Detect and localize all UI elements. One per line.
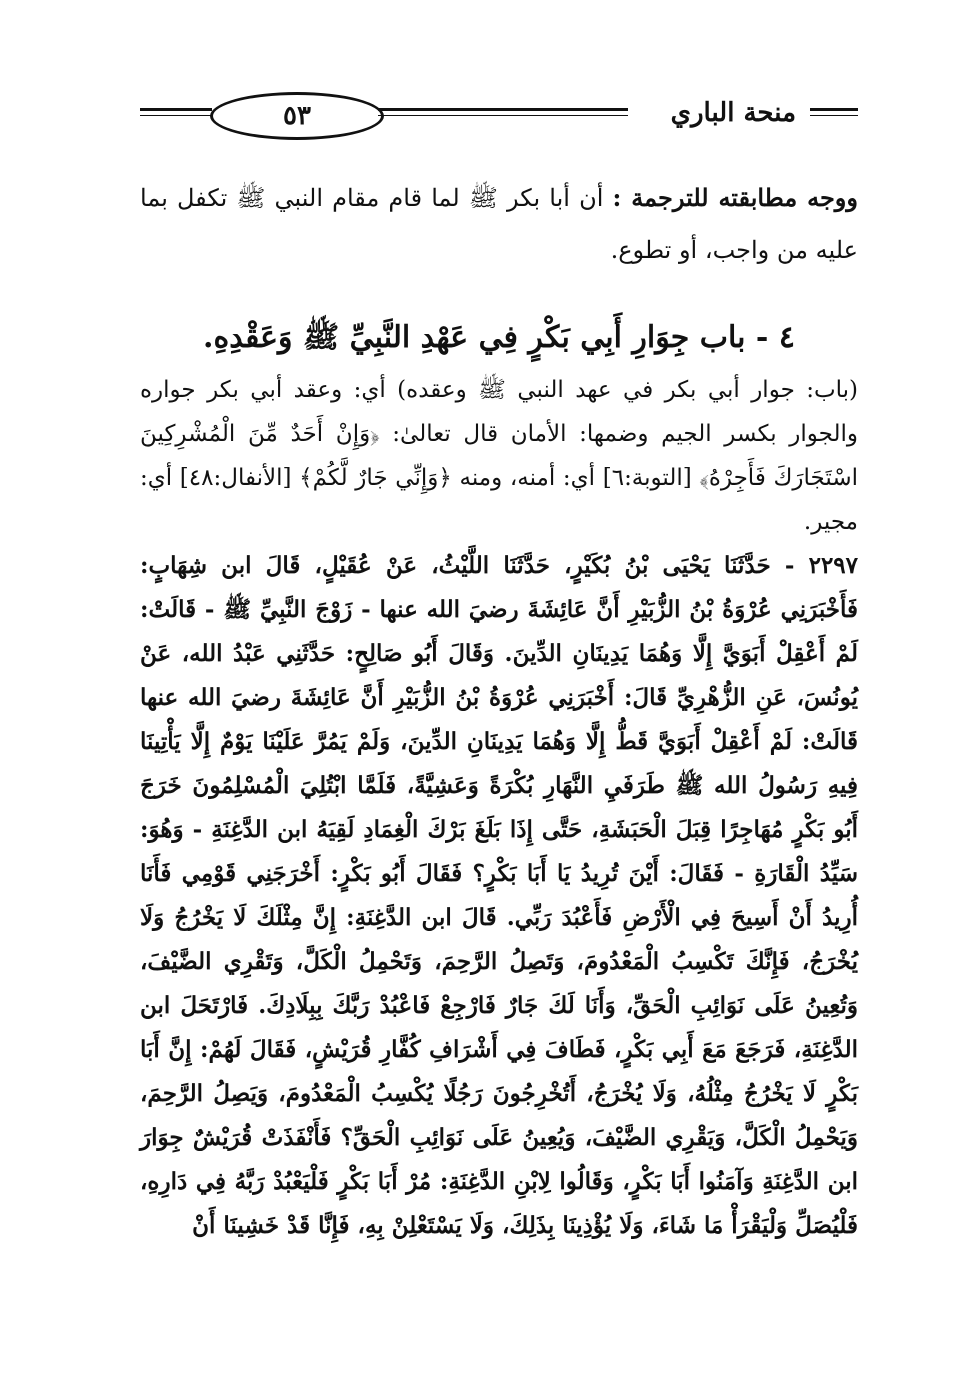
intro-paragraph xyxy=(140,172,858,276)
page-header xyxy=(140,88,858,148)
hadith-paragraph xyxy=(140,544,858,1248)
hadith-text: - حَدَّثَنَا يَحْيَى بْنُ بُكَيْرٍ، حَدَّثَنَا اللَّيْثُ، عَنْ عُقَيْلٍ، قَالَ ابن شِهَابٍ: فَأَخْبَرَنِي عُرْوَةُ بْنُ الزُّبَيْرِ أَنَّ عَائِشَةَ رضيَ الله عنها - زَوْجَ النَّبِيِّ ﷺ - قَالَتْ: لَمْ أَعْقِلْ أَبَوَيَّ إِلَّا وَهُمَا يَدِينَانِ الدِّينَ. وَقَالَ أَبُو صَالِحٍ: حَدَّثَنِي عَبْدُ الله، عَنْ يُونُسَ، عَنِ الزُّهْرِيِّ قَالَ: أَخْبَرَنِي عُرْوَةُ بْنُ الزُّبَيْرِ أَنَّ عَائِشَةَ رضيَ الله عنها قَالَتْ: لَمْ أَعْقِلْ أَبَوَيَّ قَطُّ إِلَّا وَهُمَا يَدِينَانِ الدِّينَ، وَلَمْ يَمُرَّ عَلَيْنَا يَوْمٌ إِلَّا يَأْتِينَا فِيهِ رَسُولُ الله ﷺ طَرَفَيِ النَّهَارِ بُكْرَةً وَعَشِيَّةً، فَلَمَّا ابْتُلِيَ الْمُسْلِمُونَ خَرَجَ أَبُو بَكْرٍ مُهَاجِرًا قِبَلَ الْحَبَشَةِ، حَتَّى إِذَا بَلَغَ بَرْكَ الْغِمَادِ لَقِيَهُ ابن الدَّغِنَةِ - وَهُوَ: سَيِّدُ الْقَارَةِ - فَقَالَ: أَيْنَ تُرِيدُ يَا أَبَا بَكْرٍ؟ فَقَالَ أَبُو بَكْرٍ: أَخْرَجَنِي قَوْمِي فَأَنَا أُرِيدُ أَنْ أَسِيحَ فِي الْأَرْضِ فَأَعْبُدَ رَبِّي. قَالَ ابن الدَّغِنَةِ: إِنَّ مِثْلَكَ لَا يَخْرُجُ وَلَا يُخْرَجُ، فَإِنَّكَ تَكْسِبُ الْمَعْدُومَ، وَتَصِلُ الرَّحِمَ، وَتَحْمِلُ الْكَلَّ، وَتَقْرِي الضَّيْفَ، وَتُعِينُ عَلَى نَوَائِبِ الْحَقِّ، وَأَنَا لَكَ جَارٌ فَارْجِعْ فَاعْبُدْ رَبَّكَ بِبِلَادِكَ. فَارْتَحَلَ ابن الدَّغِنَةِ، فَرَجَعَ مَعَ أَبِي بَكْرٍ، فَطَافَ فِي أَشْرَافِ كُفَّارِ قُرَيْشٍ، فَقَالَ لَهُمْ: إِنَّ أَبَا بَكْرٍ لَا يَخْرُجُ مِثْلُهُ، وَلَا يُخْرَجُ، أَتُخْرِجُونَ رَجُلًا يُكْسِبُ الْمَعْدُومَ، وَيَصِلُ الرَّحِمَ، وَيَحْمِلُ الْكَلَّ، وَيَقْرِي الضَّيْفَ، وَيُعِينُ عَلَى نَوَائِبِ الْحَقِّ؟ فَأَنْفَذَتْ قُرَيْشٌ جِوَارَ ابن الدَّغِنَةِ وَآمَنُوا أَبَا بَكْرٍ، وَقَالُوا لِابْنِ الدَّغِنَةِ: مُرْ أَبَا بَكْرٍ فَلْيَعْبُدْ رَبَّهُ فِي دَارِهِ، فَلْيُصَلِّ وَلْيَقْرَأْ مَا شَاءَ، وَلَا يُؤْذِينَا بِذَلِكَ، وَلَا يَسْتَعْلِنْ بِهِ، فَإِنَّا قَدْ خَشِينَا أَنْ xyxy=(140,552,858,1239)
page-body xyxy=(140,172,858,1248)
intro-label: ووجه مطابقته للترجمة : xyxy=(612,183,858,212)
header-rule-left xyxy=(140,108,212,111)
intro-text: أن أبا بكر ﷺ لما قام مقام النبي ﷺ تكفل بما عليه من واجب، أو تطوع. xyxy=(140,184,858,264)
header-rule-right xyxy=(810,108,858,111)
header-rule-left-thin xyxy=(140,115,212,116)
commentary-paragraph: (باب: جوار أبي بكر في عهد النبي ﷺ وعقده) أي: وعقد أبي بكر جواره والجوار بكسر الجيم وضمها: الأمان قال تعالىٰ: ﴿وَإِنْ أَحَدٌ مِّنَ الْمُشْرِكِينَ اسْتَجَارَكَ فَأَجِرْهُ﴾ [التوبة:٦] أي: أمنه، ومنه ﴿وَإِنِّي جَارٌ لَّكُمْ﴾ [الأنفال:٤٨] أي: مجير. xyxy=(140,377,858,535)
hadith-number: ٢٢٩٧ xyxy=(808,552,859,579)
running-title: منحة الباري xyxy=(670,98,796,128)
header-rule-middle-thin xyxy=(378,115,628,116)
header-rule-middle xyxy=(378,108,628,111)
header-rule-right-thin xyxy=(810,115,858,116)
page-number xyxy=(210,92,384,140)
chapter-title: ٤ - باب جِوَارِ أَبِي بَكْرٍ فِي عَهْدِ النَّبِيِّ ﷺ وَعَقْدِهِ. xyxy=(203,320,795,355)
page-number-text: ٥٣ xyxy=(283,101,311,131)
